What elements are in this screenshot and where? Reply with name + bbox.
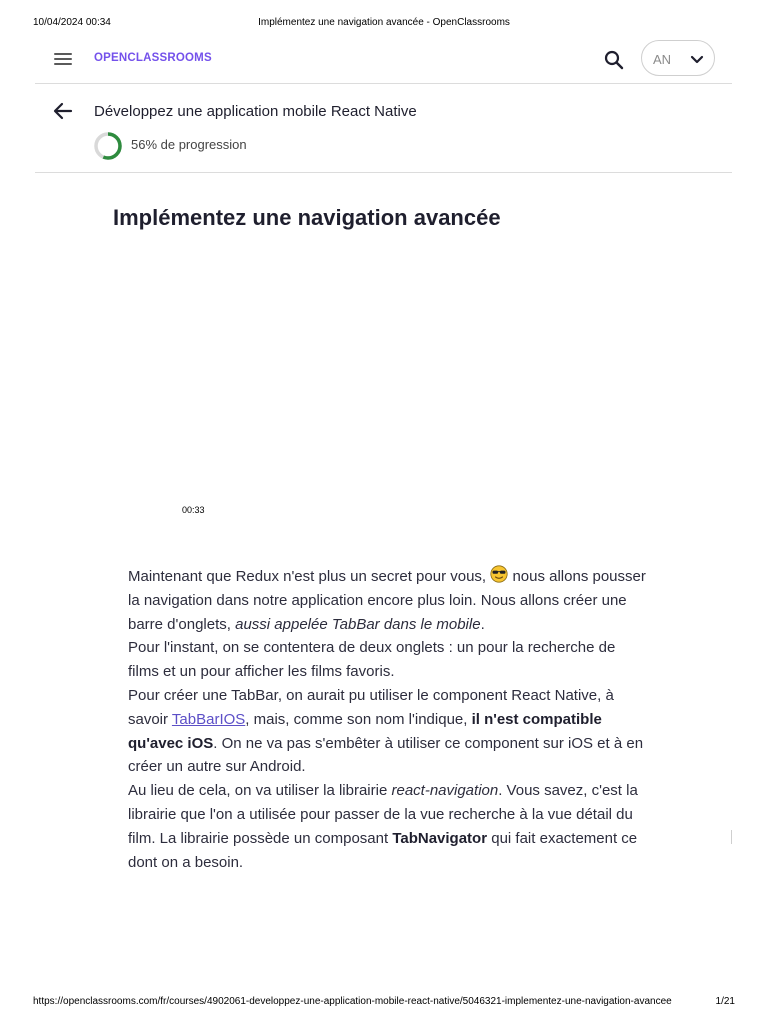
tabbarios-link[interactable]: TabBarIOS bbox=[171, 710, 246, 728]
text: . On ne va pas s'embêter à utiliser ce component sur iOS et à en créer un autre sur Android. bbox=[128, 734, 644, 776]
paragraph-tabs: Pour l'instant, on se contentera de deux onglets : un pour la recherche de films et un pour afficher les films favoris. bbox=[128, 639, 616, 681]
italic-text: aussi appelée TabBar dans le mobile bbox=[235, 615, 481, 633]
lesson-content bbox=[128, 565, 648, 874]
print-page-title: Implémentez une navigation avancée - OpenClassrooms bbox=[258, 17, 510, 28]
text: qui fait exactement ce dont on a besoin. bbox=[128, 829, 638, 871]
paragraph-intro bbox=[128, 565, 648, 636]
bold-text: TabNavigator bbox=[392, 829, 488, 847]
top-navigation-bar bbox=[35, 36, 732, 84]
progress-text: 56% de progression bbox=[131, 137, 247, 152]
print-url: https://openclassrooms.com/fr/courses/4902061-developpez-une-application-mobile-react-native/5046321-implementez-une-navigation-avancee bbox=[33, 996, 672, 1007]
text: . bbox=[480, 615, 485, 633]
hamburger-menu-icon[interactable] bbox=[54, 52, 72, 66]
text: Maintenant que Redux n'est plus un secret pour vous, bbox=[128, 568, 487, 585]
search-icon[interactable] bbox=[603, 49, 625, 71]
text: Au lieu de cela, on va utiliser la librairie bbox=[128, 782, 388, 800]
progress-ring bbox=[93, 131, 123, 161]
course-header bbox=[35, 85, 732, 173]
openclassrooms-logo[interactable]: OPENCLASSROOMS bbox=[94, 52, 212, 64]
paragraph-tabbarios bbox=[128, 684, 648, 779]
scroll-indicator bbox=[731, 830, 732, 844]
arrow-left-icon[interactable] bbox=[53, 102, 73, 120]
paragraph-react-navigation bbox=[128, 779, 648, 874]
text: Pour créer une TabBar, on aurait pu utiliser le component React Native, à savoir bbox=[128, 686, 614, 728]
print-date: 10/04/2024 00:34 bbox=[33, 17, 111, 28]
text: . Vous savez, c'est la librairie que l'on a utilisée pour passer de la vue recherche à la vue détail du film. La librairie possède un composant bbox=[128, 782, 638, 847]
print-page-number: 1/21 bbox=[715, 996, 735, 1007]
text: , mais, comme son nom l'indique, bbox=[245, 710, 468, 728]
cool-face-emoji-icon bbox=[490, 565, 508, 583]
chevron-down-icon bbox=[690, 53, 704, 65]
lesson-title: Implémentez une navigation avancée bbox=[113, 205, 501, 230]
bold-text: il n'est compatible qu'avec iOS bbox=[128, 710, 602, 752]
video-timestamp: 00:33 bbox=[182, 505, 205, 515]
language-label: AN bbox=[653, 52, 672, 67]
video-player[interactable] bbox=[113, 245, 653, 525]
course-title[interactable]: Développez une application mobile React Native bbox=[94, 103, 417, 120]
language-selector[interactable] bbox=[641, 40, 715, 76]
text: nous allons pousser la navigation dans notre application encore plus loin. Nous allons créer une barre d'onglets, bbox=[128, 568, 646, 633]
italic-text: react-navigation bbox=[391, 782, 499, 800]
